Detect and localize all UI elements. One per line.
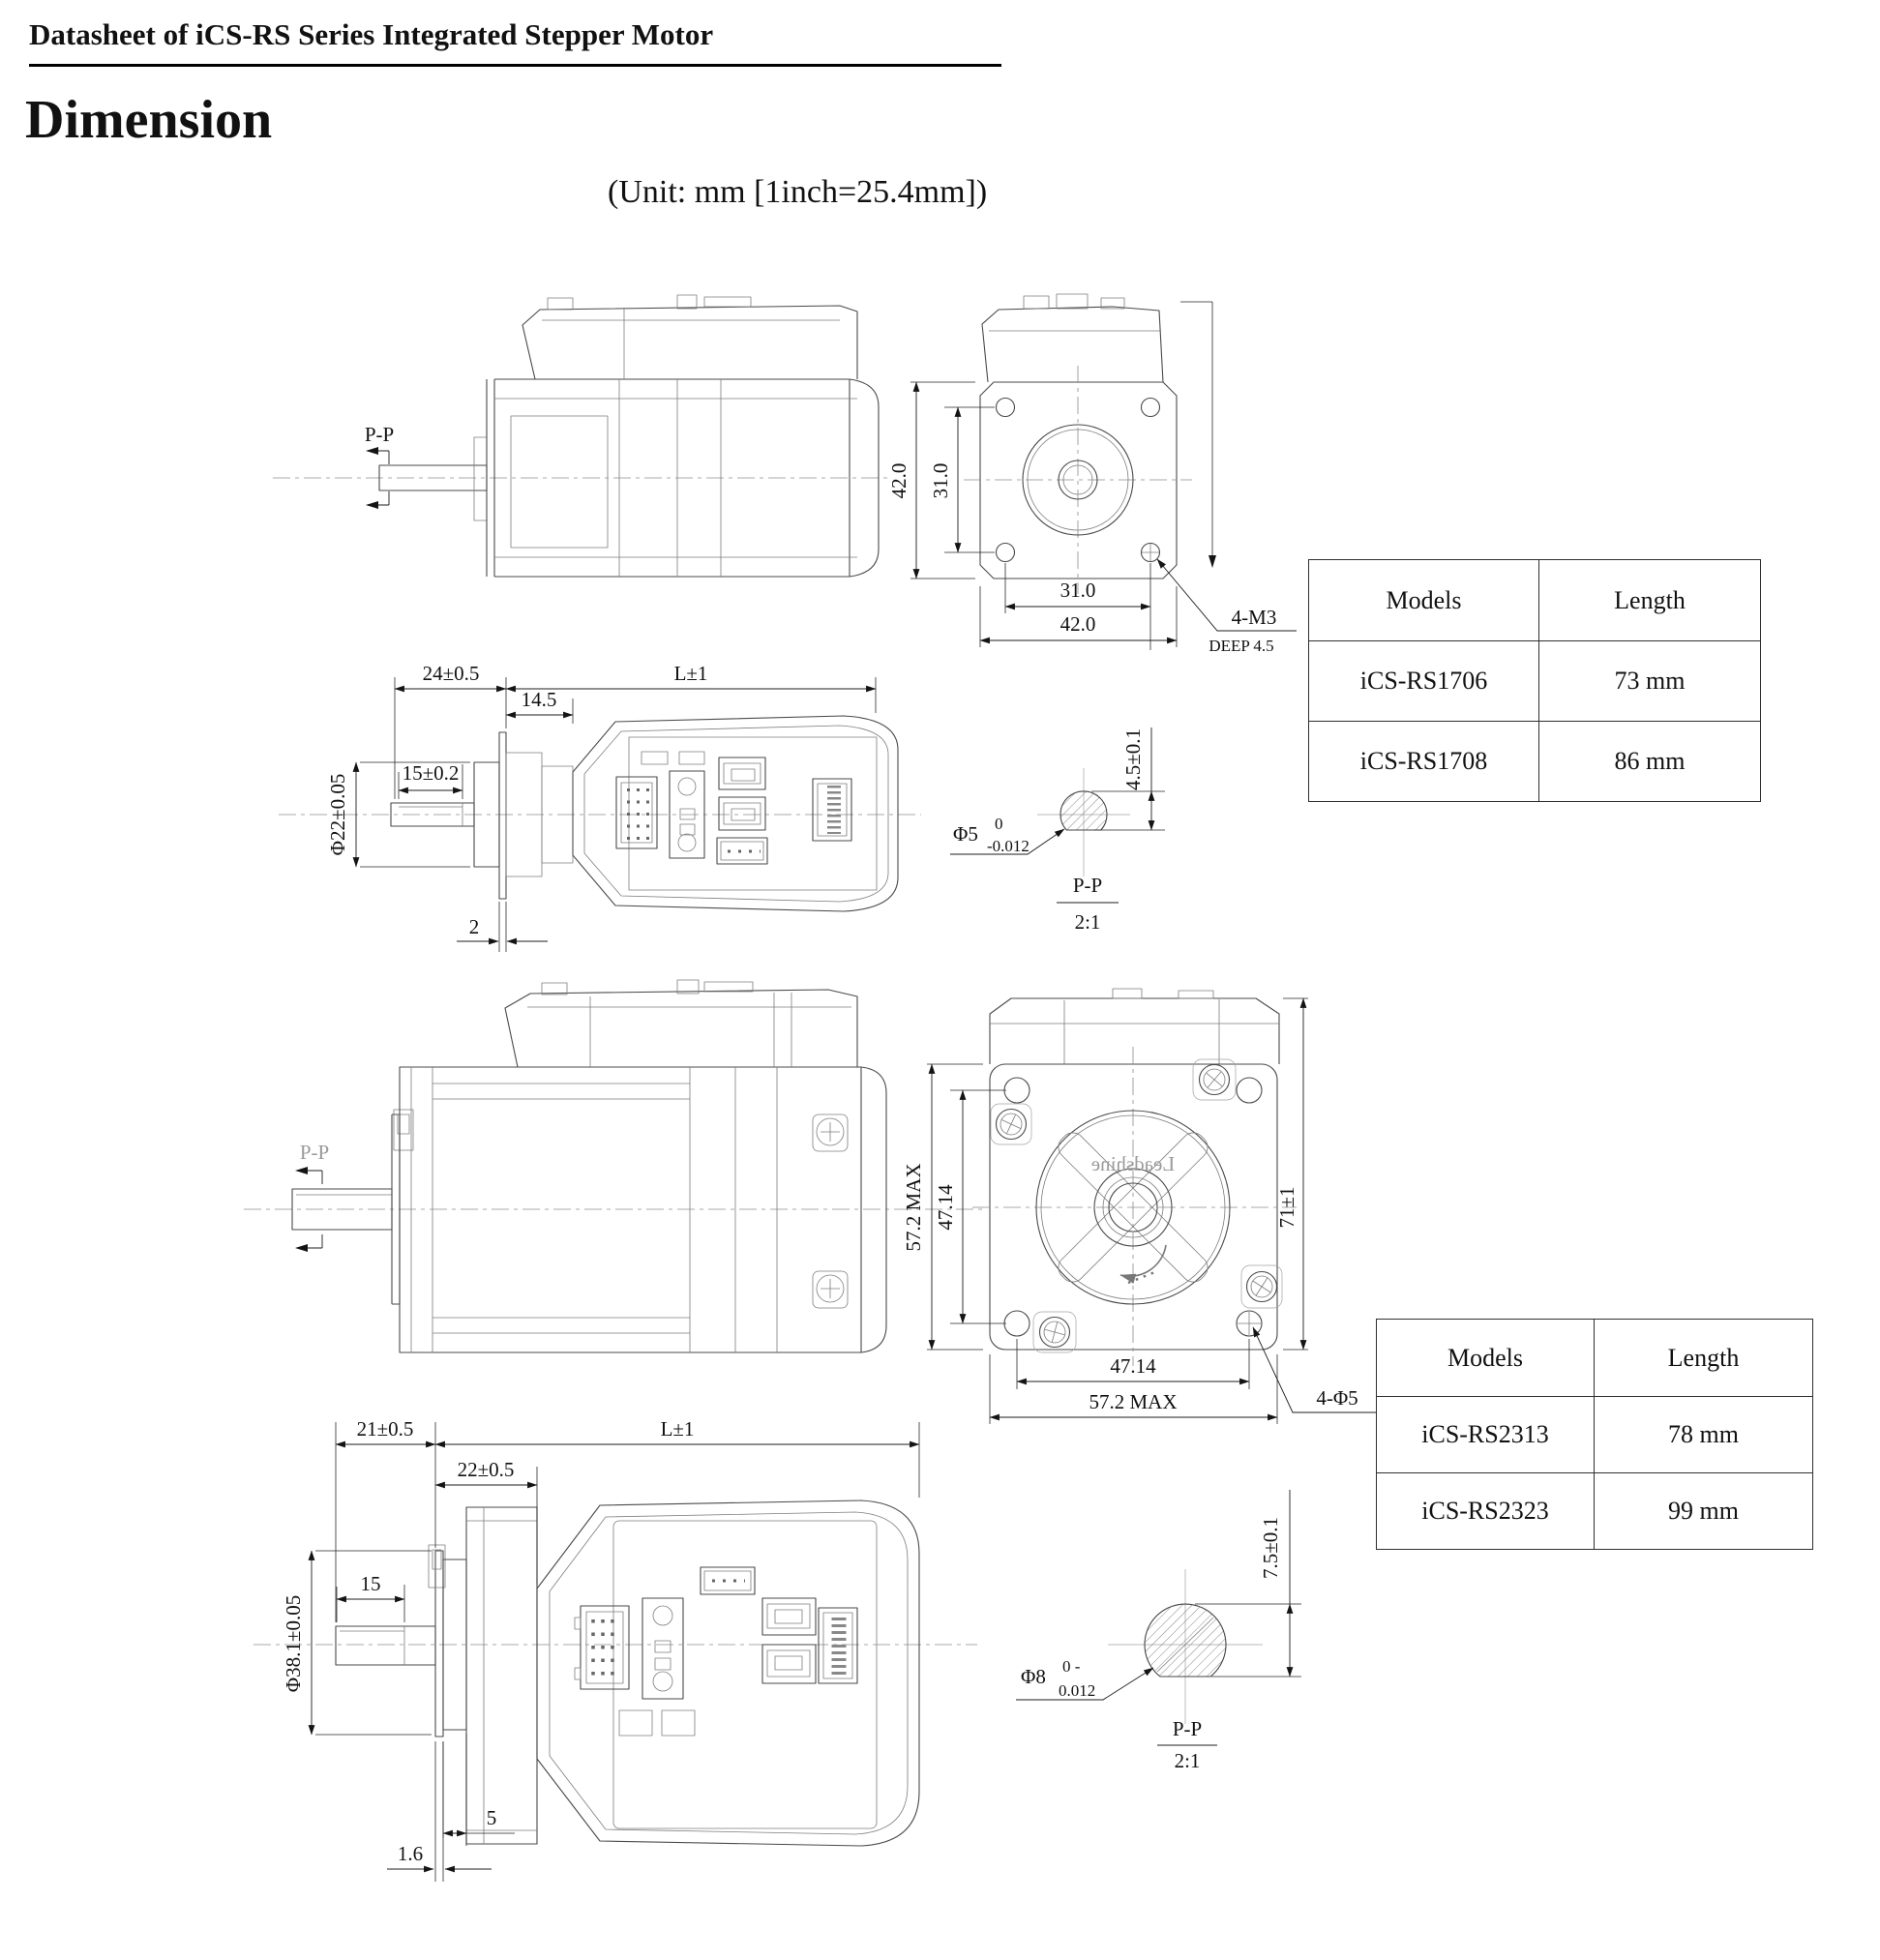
dim-boss-len <box>506 688 573 724</box>
mount-hole <box>1237 1078 1262 1103</box>
dim-height-holes <box>934 1090 1006 1323</box>
column-header-length: Length <box>1539 560 1761 641</box>
flange-outline <box>990 1064 1277 1350</box>
rotor-logo: Leadshine <box>1090 1152 1176 1175</box>
dim-label: L±1 <box>660 1417 695 1440</box>
dim-plate-thickness <box>387 1741 492 1882</box>
length-cell: 78 mm <box>1595 1397 1813 1473</box>
dim-label: L±1 <box>673 662 708 685</box>
thread-depth-note: DEEP 4.5 <box>1209 637 1274 655</box>
section-label: P-P <box>299 1141 330 1164</box>
small-motor-front-view <box>887 294 1297 655</box>
dim-flat-len <box>337 1572 404 1622</box>
dim-height-holes <box>929 407 995 552</box>
big-motor-rear-view <box>254 1417 977 1882</box>
page-title: Datasheet of iCS-RS Series Integrated Stepper Motor <box>29 17 1001 67</box>
section-view-label: P-P <box>1072 874 1103 897</box>
dia-callout <box>1016 1657 1153 1700</box>
connector-panel <box>575 1567 857 1736</box>
table-row <box>1309 641 1761 722</box>
dim-label: 31.0 <box>1059 579 1096 602</box>
hole-callout <box>1253 1327 1382 1412</box>
pcb-panel <box>629 737 877 890</box>
io-connector <box>719 797 765 830</box>
dim-height-right <box>1275 998 1308 1350</box>
model-length-table-nema23 <box>1376 1319 1813 1550</box>
dim-label: 42.0 <box>1059 612 1096 636</box>
dia-label: Φ5 <box>953 822 978 846</box>
dim-label: 31.0 <box>929 462 952 499</box>
dim-label: Φ38.1±0.05 <box>282 1594 305 1693</box>
idc-header <box>581 1606 629 1689</box>
section-label: P-P <box>364 423 395 446</box>
dia-tol-upper: 0 - <box>1062 1657 1081 1676</box>
column-header-models: Models <box>1309 560 1539 641</box>
encoder-housing <box>505 990 857 1067</box>
dim-shaft-len <box>336 1417 435 1622</box>
table-row <box>1377 1397 1813 1473</box>
cut-arrow-bottom <box>366 501 378 509</box>
mount-hole <box>1004 1311 1030 1336</box>
thread-note: 4-M3 <box>1231 606 1277 629</box>
cut-arrow-top <box>295 1167 308 1174</box>
ref-arrow <box>1209 555 1216 568</box>
column-header-length: Length <box>1595 1320 1813 1397</box>
rear-cap <box>861 1067 886 1352</box>
small-motor-rear-view <box>279 662 921 952</box>
mount-hole <box>997 544 1015 562</box>
model-length-table-nema17 <box>1308 559 1761 802</box>
mount-hole <box>1004 1078 1030 1103</box>
dia-tol-lower: -0.012 <box>987 837 1030 855</box>
power-terminal <box>642 1598 683 1699</box>
dim-plate-thickness <box>457 902 548 952</box>
cut-arrow-bottom <box>295 1244 308 1252</box>
mount-hole <box>997 399 1015 417</box>
table-row <box>1377 1473 1813 1550</box>
dia-callout <box>950 815 1064 855</box>
dim-label: 15±0.2 <box>402 761 460 785</box>
section-heading: Dimension <box>25 90 273 150</box>
table-header-row <box>1309 560 1761 641</box>
section-cut-marker <box>295 1141 329 1252</box>
dim-body-len <box>506 662 876 713</box>
flange-screw <box>991 1104 1031 1144</box>
dim-step <box>443 1734 515 1846</box>
dia-tol-upper: 0 <box>995 815 1003 833</box>
small-motor-side-view <box>273 295 888 577</box>
dim-label: 4.5±0.1 <box>1121 728 1145 791</box>
flange-screw <box>1033 1312 1076 1352</box>
section-view-scale: 2:1 <box>1174 1749 1201 1772</box>
dim-label: 47.14 <box>1110 1354 1156 1378</box>
mount-plate <box>499 732 506 899</box>
model-cell: iCS-RS1706 <box>1309 641 1539 722</box>
dim-flat-len <box>399 761 463 799</box>
dim-label: 47.14 <box>934 1184 957 1231</box>
length-cell: 86 mm <box>1539 722 1761 802</box>
big-shaft-section-view <box>1016 1490 1301 1772</box>
dim-label: 5 <box>486 1806 497 1829</box>
dim-label: 2 <box>468 915 480 938</box>
dim-label: 15 <box>360 1572 381 1595</box>
dim-label: 7.5±0.1 <box>1259 1516 1282 1580</box>
dim-pilot-dia <box>282 1551 432 1735</box>
model-cell: iCS-RS1708 <box>1309 722 1539 802</box>
flange-screw <box>1241 1265 1282 1308</box>
motor-body-outline <box>400 1067 861 1352</box>
dim-label: 14.5 <box>521 688 557 711</box>
table-header-row <box>1377 1320 1813 1397</box>
dim-label: 22±0.5 <box>457 1458 515 1481</box>
dim-label: Φ22±0.05 <box>326 773 349 856</box>
cut-arrow-top <box>366 447 378 455</box>
pilot-plate <box>435 1551 443 1737</box>
hole-note: 4-Φ5 <box>1316 1386 1358 1410</box>
dim-label: 57.2 MAX <box>1089 1390 1178 1413</box>
unit-note: (Unit: mm [1inch=25.4mm]) <box>608 174 988 210</box>
cap-screw <box>813 1271 848 1308</box>
length-cell: 73 mm <box>1539 641 1761 722</box>
thread-callout <box>1157 559 1297 655</box>
encoder-housing <box>522 306 857 379</box>
dim-label: 42.0 <box>887 462 910 499</box>
dia-tol-lower: 0.012 <box>1059 1681 1096 1700</box>
connector-panel <box>616 752 851 864</box>
shaft-section-circle <box>1060 791 1107 830</box>
dim-label: 57.2 MAX <box>902 1163 925 1252</box>
dim-boss-len <box>435 1458 537 1585</box>
small-shaft-section-view <box>950 728 1165 934</box>
dim-label: 21±0.5 <box>356 1417 414 1440</box>
model-cell: iCS-RS2313 <box>1377 1397 1595 1473</box>
motor-body-outline <box>494 379 850 577</box>
table-row <box>1309 722 1761 802</box>
flange-screw <box>1193 1059 1236 1100</box>
dim-label: 71±1 <box>1275 1186 1298 1229</box>
encoder-housing <box>990 998 1279 1064</box>
rotation-arrow-icon <box>1120 1245 1166 1283</box>
column-header-models: Models <box>1377 1320 1595 1397</box>
io-connector <box>719 757 765 789</box>
dim-label: 24±0.5 <box>422 662 480 685</box>
front-housing <box>466 1507 537 1844</box>
big-motor-front-view <box>902 989 1382 1424</box>
big-motor-side-view <box>244 980 982 1352</box>
shaft-outline <box>336 1626 435 1665</box>
section-view-scale: 2:1 <box>1074 910 1101 934</box>
model-cell: iCS-RS2323 <box>1377 1473 1595 1550</box>
flange-outline <box>980 382 1177 579</box>
pilot-boss <box>474 437 487 520</box>
shaft-section-circle <box>1145 1604 1226 1677</box>
encoder-housing <box>982 307 1163 382</box>
length-cell: 99 mm <box>1595 1473 1813 1550</box>
section-view-label: P-P <box>1172 1717 1203 1740</box>
dia-label: Φ8 <box>1021 1665 1046 1688</box>
cap-screw <box>813 1114 848 1151</box>
mount-hole <box>1142 399 1160 417</box>
dim-label: 1.6 <box>397 1842 424 1865</box>
